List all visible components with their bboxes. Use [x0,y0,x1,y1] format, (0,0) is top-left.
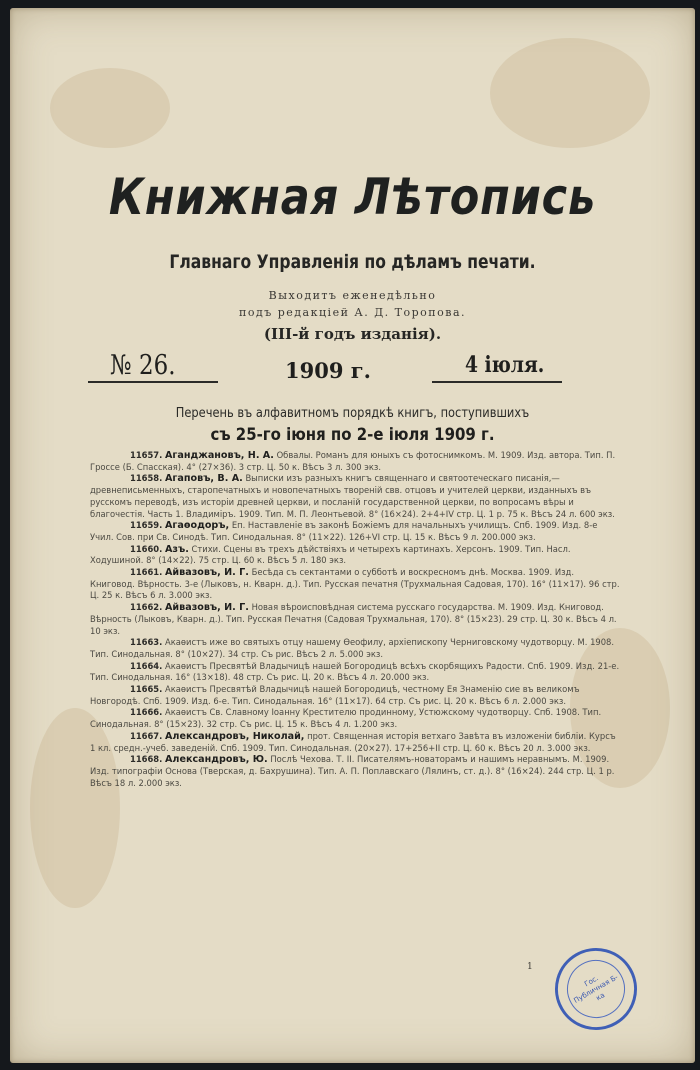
list-item: 11667. Александровъ, Николай, прот. Священная исторія ветхаго Завѣта въ изложеніи библіи. Курсъ 1 кл. средн.-учеб. заведеній. Спб. 1909. Тип. Синодальная. (20×27). 17+256+II стр. Ц. 60 к. Вѣсъ 20 л. 3.000 экз. [90,730,616,753]
journal-title: Книжная Лѣтопись [108,168,597,226]
journal-subtitle: Главнаго Управленія по дѣламъ печати. [169,251,536,273]
issue-year: 1909 г. [285,358,371,383]
listing-heading: Перечень въ алфавитномъ порядкѣ книгъ, поступившихъ [175,406,530,421]
issue-rule-left [88,381,218,383]
journal-page [10,8,695,1063]
list-item: 11664. Акаѳистъ Пресвятѣй Владычицѣ нашей Богородицѣ всѣхъ скорбящихъ Радости. Спб. 1909. Изд. 21-е. Тип. Синодальная. 16° (13×18). 48 стр. Съ рис. Ц. 20 к. Вѣсъ 4 л. 20.000 экз. [90,660,620,683]
issue-number: № 26. [110,350,176,381]
list-item: 11665. Акаѳистъ Пресвятѣй Владычицѣ нашей Богородицѣ, честному Ея Знаменію сие въ великомъ Новгородѣ. Спб. 1909. Изд. 6-е. Тип. Синодальная. 16° (11×17). 64 стр. Съ рис. Ц. 20 к. Вѣсъ 6 л. 2.000 экз. [90,684,580,706]
edition-year: (III-й годъ изданія). [263,325,442,343]
list-item: 11666. Акаѳистъ Св. Славному Іоанну Крестителю продинному, Устюжскому чудотворцу. Спб. 1908. Тип. Синодальная. 8° (15×23). 32 стр. Съ рис. Ц. 15 к. Вѣсъ 4 л. 1.200 экз. [90,707,602,730]
list-item: 11657. Аганджановъ, Н. А. Обвалы. Романъ для юныхъ съ фотоснимкомъ. М. 1909. Изд. автора. Тип. П. Гроссе (Б. Спасская). 4° (27×36). 3 стр. Ц. 50 к. Вѣсъ 3 л. 300 экз. [90,450,616,472]
page-number: 1 [527,962,533,972]
list-item: 11661. Айвазовъ, И. Г. Бесѣда съ сектантами о субботѣ и воскресномъ днѣ. Москва. 1909. Изд. Книговод. Вѣрность. 3-е (Лыковъ, н. Кварн. д.). Тип. Русская печатня (Трухмальная Садовая, 170). 16° (11×17). 96 стр. Ц. 25 к. Вѣсъ 6 л. 3.000 экз. [90,567,620,601]
list-item: 11663. Акаѳистъ иже во святыхъ отцу нашему Ѳеофилу, архіепископу Черниговскому чудотворцу. М. 1908. Тип. Синодальная. 8° (10×27). 34 стр. Съ рис. Вѣсъ 2 л. 5.000 экз. [90,637,615,659]
stamp-text: Гос. Публичная Б-ка [556,949,635,1028]
publication-frequency: Выходитъ еженедѣльно [268,289,437,302]
list-item: 11658. Агаповъ, В. А. Выписки изъ разныхъ книгъ священнаго и святоотеческаго писанія,—древнеписьменныхъ, старопечатныхъ и новопечатныхъ твореній свв. отцовъ и учителей церкви, изданныхъ въ русскомъ переводѣ, изъ исторіи древней церкви, и посланій государственной церкви, по вопросамъ вѣры и благочестія. Часть 1. Владиміръ. 1909. Тип. М. П. Леонтьевой. 8° (16×24). 2+4+IV стр. Ц. 1 р. 75 к. Вѣсъ 24 л. 600 экз. [90,473,615,519]
list-item: 11662. Айвазовъ, И. Г. Новая вѣроисповѣдная система русскаго государства. М. 1909. Изд. Книговод. Вѣрность (Лыковъ, Кварн. д.). Тип. Русская Печатня (Садовая Трухмальная, 170). 8° (15×23). 29 стр. Ц. 30 к. Вѣсъ 4 л. 10 экз. [90,602,617,636]
list-item: 11660. Азъ. Стихи. Сцены въ трехъ дѣйствіяхъ и четырехъ картинахъ. Херсонъ. 1909. Тип. Насл. Ходушиной. 8° (14×22). 75 стр. Ц. 60 к. Вѣсъ 5 л. 180 экз. [90,543,571,566]
issue-date: 4 іюля. [465,352,545,378]
entry-list [90,450,620,789]
listing-date-range: съ 25-го іюня по 2-е іюля 1909 г. [210,425,495,445]
list-item: 11668. Александровъ, Ю. Послѣ Чехова. Т. II. Писателямъ-новаторамъ и нашимъ неравнымъ. М. 1909. Изд. типографіи Основа (Тверская, д. Бахрушина). Тип. А. П. Поплавскаго (Лялинъ, ст. д.). 8° (16×24). 244 стр. Ц. 1 р. Вѣсъ 18 л. 2.000 экз. [90,754,615,788]
issue-rule-right [432,381,562,383]
issue-line [10,350,695,390]
editor-line: подъ редакціей А. Д. Торопова. [239,306,466,319]
library-stamp [540,933,652,1045]
list-item: 11659. Агаѳодоръ, Еп. Наставленіе въ законѣ Божіемъ для начальныхъ училищъ. Спб. 1909. Изд. 8-е Учил. Сов. при Св. Синодѣ. Тип. Синодальная. 8° (11×22). 126+VI стр. Ц. 15 к. Вѣсъ 9 л. 200.000 экз. [90,520,598,542]
